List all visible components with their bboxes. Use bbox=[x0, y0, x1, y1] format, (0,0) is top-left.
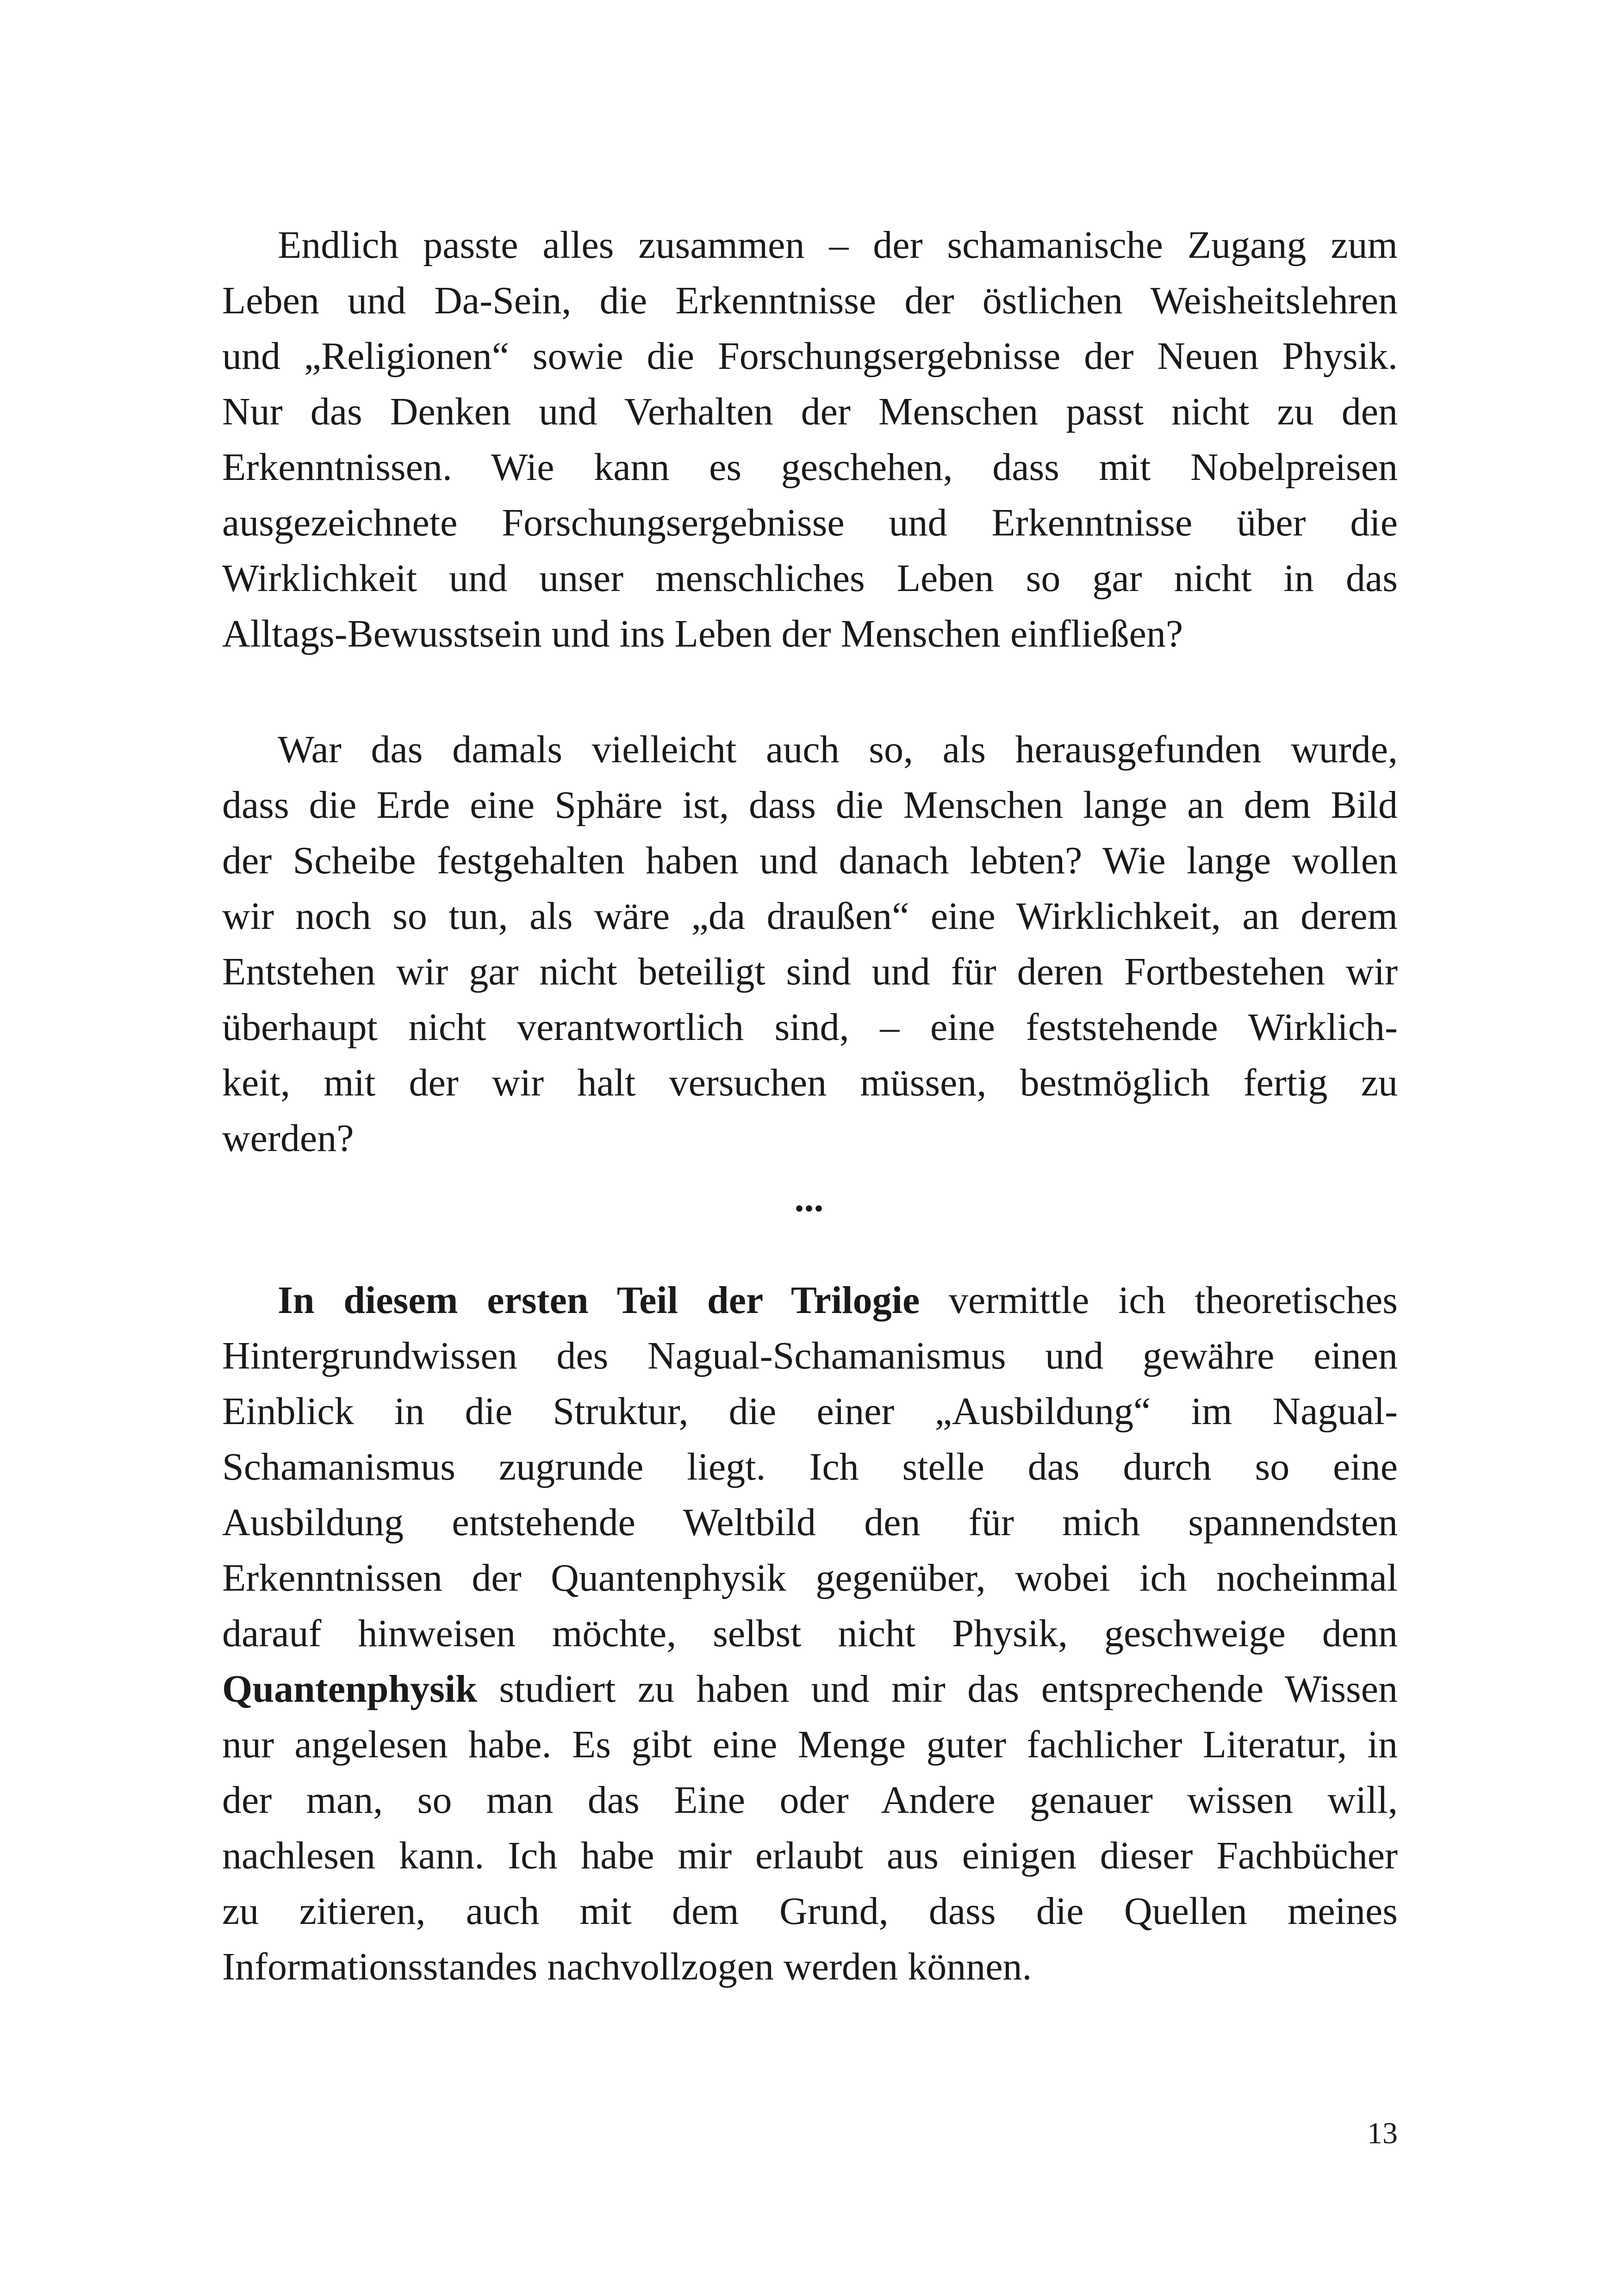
text-line: Einblick in die Struktur, die einer „Ausbildung“ im Nagual- bbox=[222, 1390, 1398, 1433]
text-line bbox=[222, 1661, 1398, 1717]
text-line: Hintergrundwissen des Nagual-Schamanismus und gewähre einen bbox=[222, 1334, 1398, 1377]
text-line: darauf hinweisen möchte, selbst nicht Physik, geschweige denn bbox=[222, 1612, 1398, 1655]
text-line: keit, mit der wir halt versuchen müssen, bestmöglich fertig zu bbox=[222, 1061, 1398, 1104]
text-line bbox=[278, 1273, 1398, 1328]
text-line: Ausbildung entstehende Weltbild den für mich spannendsten bbox=[222, 1501, 1398, 1544]
text-run: studiert zu haben und mir das entsprechende Wissen bbox=[477, 1668, 1398, 1711]
section-separator: ... bbox=[794, 1177, 824, 1220]
text-line: Alltags-Bewusstsein und ins Leben der Menschen einfließen? bbox=[222, 612, 1183, 655]
text-line: werden? bbox=[222, 1117, 354, 1160]
text-line: Endlich passte alles zusammen – der schamanische Zugang zum bbox=[278, 224, 1398, 267]
text-line: Informationsstandes nachvollzogen werden können. bbox=[222, 1945, 1032, 1988]
text-line: dass die Erde eine Sphäre ist, dass die Menschen lange an dem Bild bbox=[222, 784, 1398, 827]
text-line: Schamanismus zugrunde liegt. Ich stelle das durch so eine bbox=[222, 1445, 1398, 1488]
text-line: Wirklichkeit und unser menschliches Leben so gar nicht in das bbox=[222, 557, 1398, 600]
bold-phrase: In diesem ersten Teil der Trilogie bbox=[278, 1279, 920, 1322]
text-line: wir noch so tun, als wäre „da draußen“ eine Wirklichkeit, an derem bbox=[222, 895, 1398, 938]
text-line: Erkenntnissen. Wie kann es geschehen, dass mit Nobelpreisen bbox=[222, 446, 1398, 489]
text-line: Nur das Denken und Verhalten der Menschen passt nicht zu den bbox=[222, 390, 1398, 433]
text-line: überhaupt nicht verantwortlich sind, – eine feststehende Wirklich- bbox=[222, 1006, 1398, 1049]
text-line: zu zitieren, auch mit dem Grund, dass die Quellen meines bbox=[222, 1890, 1398, 1933]
text-line: Leben und Da-Sein, die Erkenntnisse der östlichen Weisheitslehren bbox=[222, 279, 1398, 322]
text-line: Erkenntnissen der Quantenphysik gegenüber, wobei ich nocheinmal bbox=[222, 1556, 1398, 1599]
text-line: der man, so man das Eine oder Andere genauer wissen will, bbox=[222, 1779, 1398, 1822]
text-line: ausgezeichnete Forschungsergebnisse und Erkenntnisse über die bbox=[222, 501, 1398, 544]
page-number: 13 bbox=[1367, 2116, 1398, 2150]
text-line: War das damals vielleicht auch so, als herausgefunden wurde, bbox=[278, 728, 1398, 771]
text-line: Entstehen wir gar nicht beteiligt sind und für deren Fortbestehen wir bbox=[222, 950, 1398, 993]
text-line: nachlesen kann. Ich habe mir erlaubt aus einigen dieser Fachbücher bbox=[222, 1834, 1398, 1877]
text-line: und „Religionen“ sowie die Forschungsergebnisse der Neuen Physik. bbox=[222, 335, 1398, 378]
bold-phrase: Quantenphysik bbox=[222, 1668, 477, 1711]
text-run: vermittle ich theoretisches bbox=[920, 1279, 1398, 1322]
text-line: nur angelesen habe. Es gibt eine Menge guter fachlicher Literatur, in bbox=[222, 1723, 1398, 1766]
text-line: der Scheibe festgehalten haben und danach lebten? Wie lange wollen bbox=[222, 839, 1398, 882]
